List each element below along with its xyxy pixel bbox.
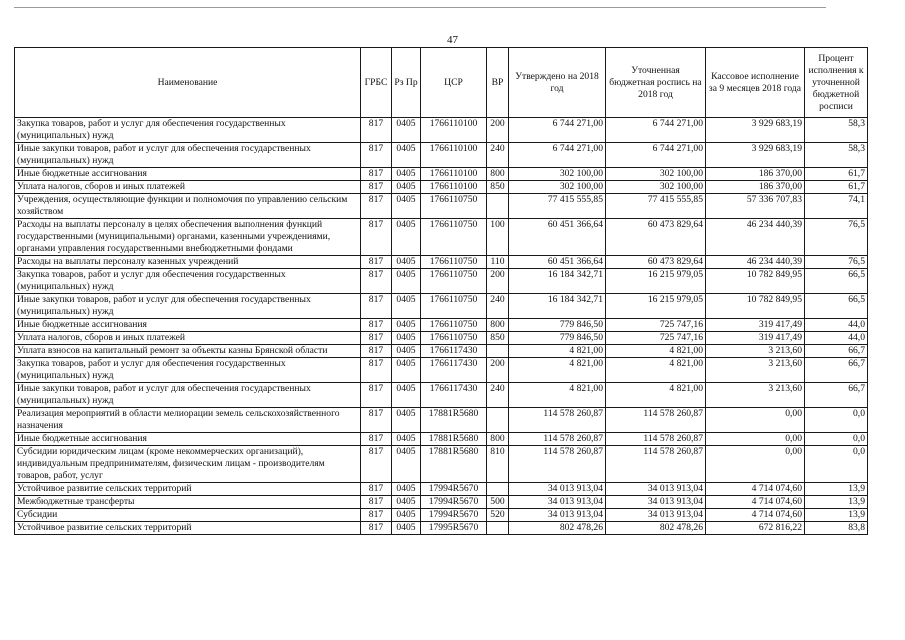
cell-percent: 66,5 [805,294,868,319]
cell-csr: 17994R5670 [421,496,487,509]
cell-approved: 302 100,00 [509,181,606,194]
cell-cash: 319 417,49 [706,332,805,345]
cell-csr: 1766110750 [421,294,487,319]
cell-refined: 34 013 913,04 [606,509,706,522]
cell-grbs: 817 [361,269,392,294]
cell-approved: 34 013 913,04 [509,509,606,522]
cell-approved: 802 478,26 [509,522,606,535]
cell-percent: 66,5 [805,269,868,294]
table-row [15,433,868,446]
cell-refined: 34 013 913,04 [606,496,706,509]
cell-approved: 4 821,00 [509,383,606,408]
cell-percent: 76,5 [805,219,868,256]
cell-refined: 34 013 913,04 [606,483,706,496]
cell-name: Уплата налогов, сборов и иных платежей [15,181,361,194]
cell-cash: 4 714 074,60 [706,509,805,522]
cell-refined: 60 473 829,64 [606,256,706,269]
cell-vr: 800 [487,319,509,332]
cell-vr: 800 [487,433,509,446]
cell-refined: 16 215 979,05 [606,294,706,319]
cell-name: Иные закупки товаров, работ и услуг для обеспечения государственных (муниципальных) нужд [15,383,361,408]
cell-grbs: 817 [361,496,392,509]
cell-cash: 10 782 849,95 [706,294,805,319]
cell-percent: 66,7 [805,383,868,408]
cell-cash: 46 234 440,39 [706,219,805,256]
cell-vr [487,483,509,496]
cell-vr [487,194,509,219]
header-grbs: ГРБС [361,48,392,118]
cell-csr: 1766110100 [421,118,487,143]
cell-name: Межбюджетные трансферты [15,496,361,509]
cell-name: Уплата взносов на капитальный ремонт за объекты казны Брянской области [15,345,361,358]
cell-cash: 186 370,00 [706,168,805,181]
cell-refined: 4 821,00 [606,345,706,358]
cell-vr [487,522,509,535]
cell-grbs: 817 [361,181,392,194]
cell-vr: 810 [487,446,509,483]
table-row [15,118,868,143]
table-body [15,118,868,535]
cell-cash: 3 213,60 [706,345,805,358]
header-refined: Уточненная бюджетная роспись на 2018 год [606,48,706,118]
cell-vr [487,345,509,358]
cell-name: Закупка товаров, работ и услуг для обеспечения государственных (муниципальных) нужд [15,269,361,294]
cell-csr: 1766117430 [421,345,487,358]
cell-csr: 1766110750 [421,332,487,345]
cell-cash: 186 370,00 [706,181,805,194]
cell-csr: 17881R5680 [421,433,487,446]
cell-vr: 200 [487,269,509,294]
table-row [15,269,868,294]
cell-vr [487,408,509,433]
cell-name: Иные закупки товаров, работ и услуг для обеспечения государственных (муниципальных) нужд [15,143,361,168]
header-approved: Утверждено на 2018 год [509,48,606,118]
cell-vr: 240 [487,383,509,408]
cell-percent: 13,9 [805,509,868,522]
cell-cash: 0,00 [706,446,805,483]
cell-grbs: 817 [361,383,392,408]
cell-percent: 13,9 [805,483,868,496]
cell-approved: 114 578 260,87 [509,408,606,433]
cell-grbs: 817 [361,194,392,219]
cell-percent: 0,0 [805,408,868,433]
header-vr: ВР [487,48,509,118]
cell-cash: 3 929 683,19 [706,118,805,143]
cell-name: Расходы на выплаты персоналу в целях обеспечения выполнения функций государственными (муниципальными) органами, казенными учреждениями, органами управления государственными внебюджетными фондами [15,219,361,256]
cell-approved: 60 451 366,64 [509,256,606,269]
cell-approved: 34 013 913,04 [509,496,606,509]
cell-grbs: 817 [361,332,392,345]
cell-rzpr: 0405 [392,358,421,383]
cell-rzpr: 0405 [392,383,421,408]
table-row [15,194,868,219]
cell-approved: 60 451 366,64 [509,219,606,256]
page-number: 47 [447,34,458,46]
cell-approved: 34 013 913,04 [509,483,606,496]
cell-csr: 1766117430 [421,383,487,408]
header-rzpr: Рз Пр [392,48,421,118]
cell-csr: 17994R5670 [421,483,487,496]
cell-vr: 500 [487,496,509,509]
cell-name: Закупка товаров, работ и услуг для обеспечения государственных (муниципальных) нужд [15,118,361,143]
cell-csr: 1766110750 [421,269,487,294]
cell-rzpr: 0405 [392,294,421,319]
top-rule [14,7,826,8]
cell-refined: 802 478,26 [606,522,706,535]
cell-percent: 0,0 [805,446,868,483]
cell-approved: 16 184 342,71 [509,269,606,294]
cell-approved: 16 184 342,71 [509,294,606,319]
table-row [15,522,868,535]
cell-csr: 17994R5670 [421,509,487,522]
cell-csr: 17881R5680 [421,408,487,433]
cell-rzpr: 0405 [392,483,421,496]
cell-refined: 6 744 271,00 [606,143,706,168]
cell-cash: 4 714 074,60 [706,483,805,496]
table-row [15,294,868,319]
cell-name: Иные закупки товаров, работ и услуг для обеспечения государственных (муниципальных) нужд [15,294,361,319]
cell-cash: 672 816,22 [706,522,805,535]
cell-vr: 520 [487,509,509,522]
cell-percent: 61,7 [805,168,868,181]
cell-grbs: 817 [361,143,392,168]
cell-vr: 200 [487,118,509,143]
table-row [15,358,868,383]
cell-grbs: 817 [361,219,392,256]
cell-grbs: 817 [361,433,392,446]
cell-vr: 200 [487,358,509,383]
cell-cash: 4 714 074,60 [706,496,805,509]
table-row [15,446,868,483]
table-row [15,383,868,408]
cell-rzpr: 0405 [392,256,421,269]
cell-rzpr: 0405 [392,345,421,358]
cell-vr: 100 [487,219,509,256]
cell-name: Иные бюджетные ассигнования [15,433,361,446]
cell-percent: 13,9 [805,496,868,509]
cell-vr: 850 [487,332,509,345]
cell-name: Учреждения, осуществляющие функции и полномочия по управлению сельским хозяйством [15,194,361,219]
cell-vr: 110 [487,256,509,269]
cell-rzpr: 0405 [392,269,421,294]
cell-refined: 4 821,00 [606,383,706,408]
cell-csr: 17881R5680 [421,446,487,483]
cell-csr: 1766110100 [421,181,487,194]
cell-rzpr: 0405 [392,509,421,522]
cell-csr: 1766110100 [421,143,487,168]
cell-grbs: 817 [361,408,392,433]
cell-grbs: 817 [361,358,392,383]
cell-rzpr: 0405 [392,118,421,143]
cell-approved: 114 578 260,87 [509,433,606,446]
cell-percent: 44,0 [805,319,868,332]
cell-rzpr: 0405 [392,496,421,509]
table-row [15,143,868,168]
cell-percent: 74,1 [805,194,868,219]
cell-approved: 77 415 555,85 [509,194,606,219]
table-row [15,408,868,433]
cell-cash: 0,00 [706,408,805,433]
table-row [15,168,868,181]
cell-name: Устойчивое развитие сельских территорий [15,483,361,496]
cell-percent: 76,5 [805,256,868,269]
cell-cash: 3 929 683,19 [706,143,805,168]
cell-grbs: 817 [361,483,392,496]
cell-grbs: 817 [361,446,392,483]
cell-grbs: 817 [361,294,392,319]
table-row [15,509,868,522]
cell-vr: 850 [487,181,509,194]
cell-refined: 302 100,00 [606,168,706,181]
cell-refined: 114 578 260,87 [606,446,706,483]
table-row [15,345,868,358]
header-csr: ЦСР [421,48,487,118]
cell-grbs: 817 [361,509,392,522]
cell-percent: 83,8 [805,522,868,535]
header-cash: Кассовое исполнение за 9 месяцев 2018 года [706,48,805,118]
cell-csr: 1766117430 [421,358,487,383]
cell-grbs: 817 [361,168,392,181]
cell-name: Иные бюджетные ассигнования [15,168,361,181]
cell-name: Субсидии юридическим лицам (кроме некоммерческих организаций), индивидуальным предпринимателям, физическим лицам - производителям товаров, работ, услуг [15,446,361,483]
cell-grbs: 817 [361,256,392,269]
cell-percent: 66,7 [805,358,868,383]
cell-csr: 17995R5670 [421,522,487,535]
cell-name: Закупка товаров, работ и услуг для обеспечения государственных (муниципальных) нужд [15,358,361,383]
cell-percent: 0,0 [805,433,868,446]
header-percent: Процент исполнения к уточненной бюджетной росписи [805,48,868,118]
cell-rzpr: 0405 [392,522,421,535]
table-row [15,219,868,256]
cell-vr: 240 [487,294,509,319]
table-row [15,483,868,496]
cell-rzpr: 0405 [392,433,421,446]
cell-rzpr: 0405 [392,168,421,181]
cell-cash: 46 234 440,39 [706,256,805,269]
cell-csr: 1766110750 [421,256,487,269]
cell-rzpr: 0405 [392,219,421,256]
table-row [15,496,868,509]
cell-percent: 66,7 [805,345,868,358]
cell-refined: 6 744 271,00 [606,118,706,143]
table-row [15,332,868,345]
cell-rzpr: 0405 [392,332,421,345]
cell-name: Уплата налогов, сборов и иных платежей [15,332,361,345]
table-row [15,319,868,332]
cell-cash: 319 417,49 [706,319,805,332]
cell-approved: 114 578 260,87 [509,446,606,483]
cell-csr: 1766110750 [421,319,487,332]
cell-refined: 16 215 979,05 [606,269,706,294]
cell-name: Расходы на выплаты персоналу казенных учреждений [15,256,361,269]
table-row [15,181,868,194]
cell-refined: 4 821,00 [606,358,706,383]
cell-approved: 302 100,00 [509,168,606,181]
cell-name: Иные бюджетные ассигнования [15,319,361,332]
cell-name: Устойчивое развитие сельских территорий [15,522,361,535]
cell-refined: 60 473 829,64 [606,219,706,256]
cell-cash: 3 213,60 [706,383,805,408]
cell-refined: 77 415 555,85 [606,194,706,219]
cell-grbs: 817 [361,118,392,143]
cell-percent: 61,7 [805,181,868,194]
cell-cash: 3 213,60 [706,358,805,383]
cell-approved: 779 846,50 [509,319,606,332]
cell-approved: 4 821,00 [509,358,606,383]
cell-name: Субсидии [15,509,361,522]
cell-grbs: 817 [361,319,392,332]
table-row [15,256,868,269]
cell-csr: 1766110750 [421,219,487,256]
cell-approved: 6 744 271,00 [509,118,606,143]
cell-refined: 114 578 260,87 [606,433,706,446]
cell-grbs: 817 [361,522,392,535]
cell-percent: 58,3 [805,143,868,168]
cell-percent: 58,3 [805,118,868,143]
cell-vr: 800 [487,168,509,181]
cell-refined: 725 747,16 [606,319,706,332]
cell-refined: 302 100,00 [606,181,706,194]
cell-rzpr: 0405 [392,446,421,483]
cell-rzpr: 0405 [392,181,421,194]
cell-rzpr: 0405 [392,319,421,332]
cell-approved: 779 846,50 [509,332,606,345]
cell-rzpr: 0405 [392,408,421,433]
cell-cash: 0,00 [706,433,805,446]
cell-rzpr: 0405 [392,194,421,219]
cell-name: Реализация мероприятий в области мелиорации земель сельскохозяйственного назначения [15,408,361,433]
cell-approved: 6 744 271,00 [509,143,606,168]
cell-csr: 1766110750 [421,194,487,219]
header-row [15,48,868,118]
cell-csr: 1766110100 [421,168,487,181]
cell-cash: 57 336 707,83 [706,194,805,219]
cell-vr: 240 [487,143,509,168]
cell-refined: 114 578 260,87 [606,408,706,433]
cell-grbs: 817 [361,345,392,358]
cell-approved: 4 821,00 [509,345,606,358]
cell-refined: 725 747,16 [606,332,706,345]
cell-rzpr: 0405 [392,143,421,168]
header-name: Наименование [15,48,361,118]
cell-percent: 44,0 [805,332,868,345]
cell-cash: 10 782 849,95 [706,269,805,294]
budget-table [14,47,868,535]
